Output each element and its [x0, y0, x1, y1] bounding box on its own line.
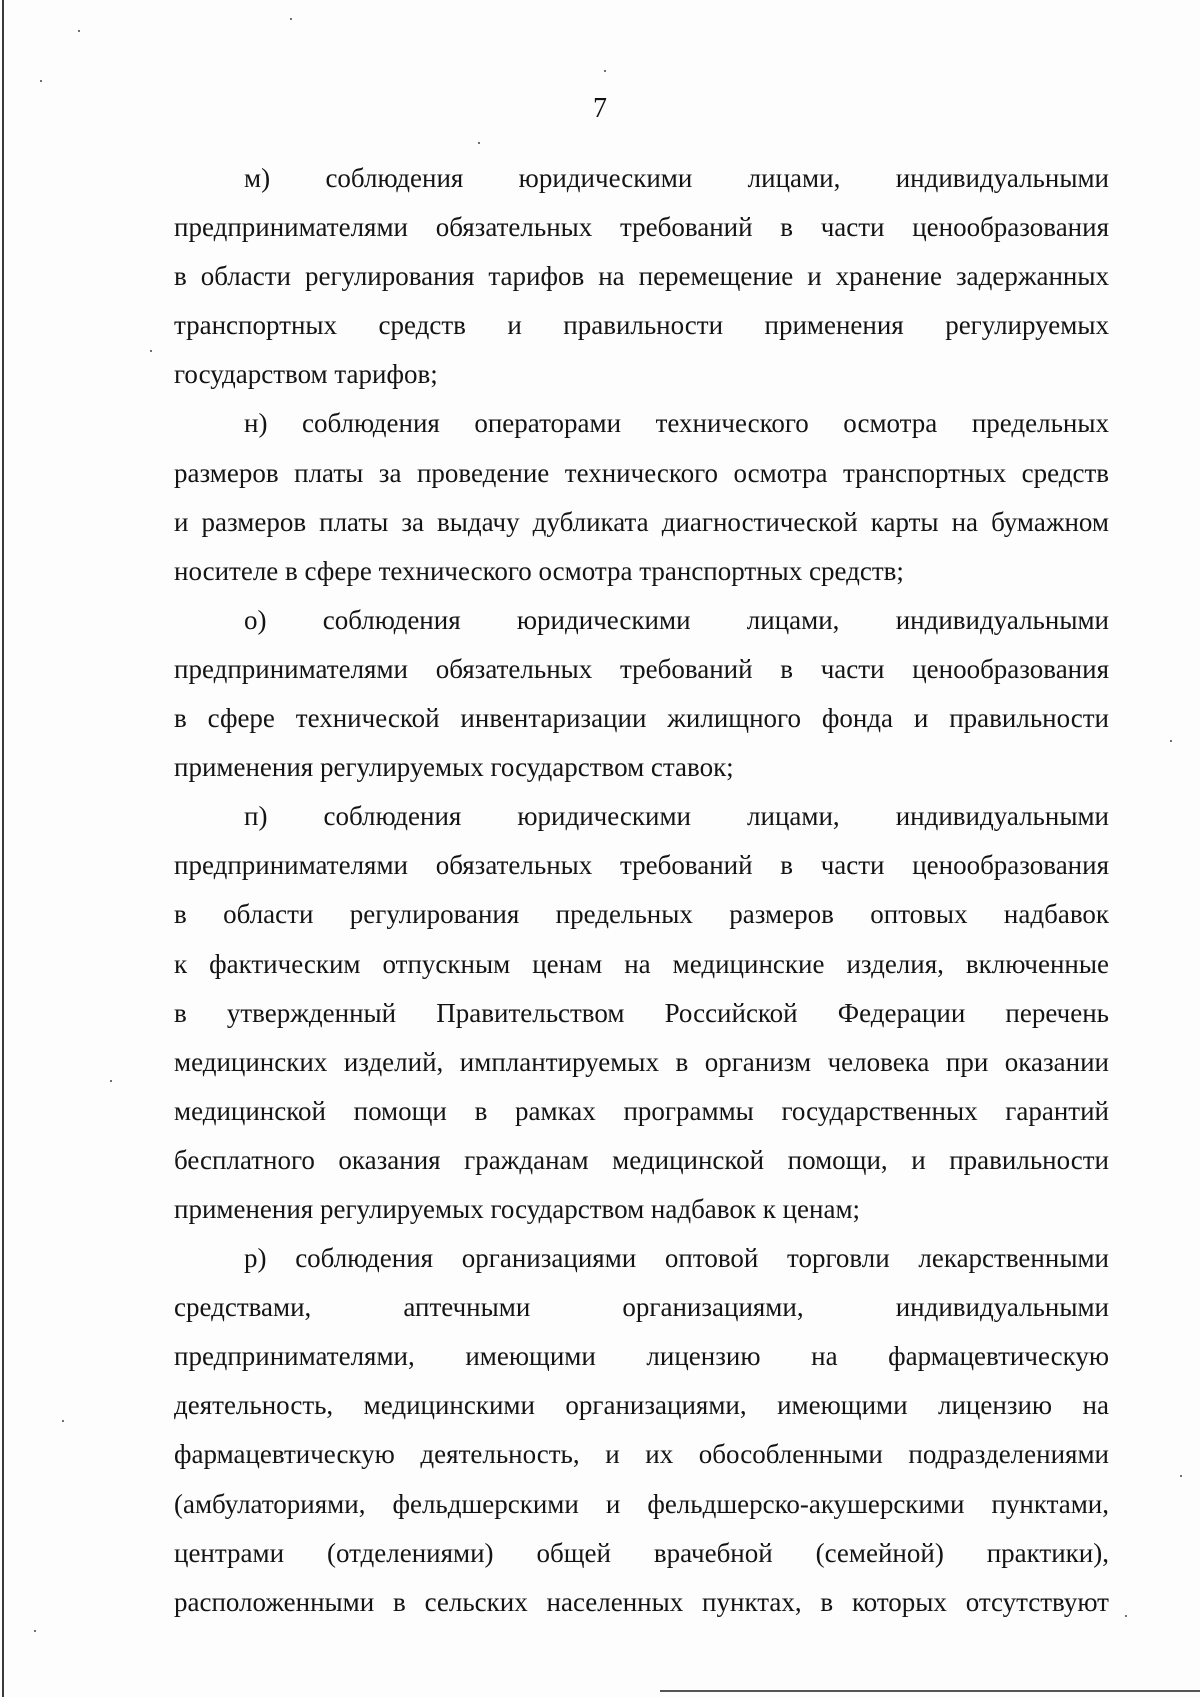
- paragraph-o-line: применения регулируемых государством ставок;: [174, 752, 734, 783]
- scan-speck: [150, 350, 152, 352]
- paragraph-o-line: о) соблюдения юридическими лицами, индивидуальными: [244, 604, 1109, 635]
- paragraph-m-line: государством тарифов;: [174, 359, 438, 390]
- paragraph-p-line: к фактическим отпускным ценам на медицинские изделия, включенные: [174, 948, 1109, 979]
- paragraph-r-line: р) соблюдения организациями оптовой торговли лекарственными: [244, 1243, 1109, 1274]
- paragraph-r-line: предпринимателями, имеющими лицензию на фармацевтическую: [174, 1341, 1109, 1372]
- scan-speck: [604, 70, 606, 72]
- paragraph-p-line: в утвержденный Правительством Российской Федерации перечень: [174, 997, 1109, 1028]
- paragraph-o-line: в сфере технической инвентаризации жилищного фонда и правильности: [174, 703, 1109, 734]
- paragraph-r-line: центрами (отделениями) общей врачебной (семейной) практики),: [174, 1537, 1109, 1568]
- paragraph-m-line: в области регулирования тарифов на перемещение и хранение задержанных: [174, 261, 1109, 292]
- paragraph-p-line: применения регулируемых государством надбавок к ценам;: [174, 1193, 861, 1224]
- paragraph-p-line: в области регулирования предельных размеров оптовых надбавок: [174, 899, 1109, 930]
- paragraph-n-line: размеров платы за проведение технического осмотра транспортных средств: [174, 457, 1109, 488]
- paragraph-p-line: бесплатного оказания гражданам медицинской помощи, и правильности: [174, 1144, 1109, 1175]
- paragraph-n-line: и размеров платы за выдачу дубликата диагностической карты на бумажном: [174, 506, 1109, 537]
- paragraph-m-line: транспортных средств и правильности применения регулируемых: [174, 310, 1109, 341]
- scan-speck: [78, 30, 80, 32]
- paragraph-p-line: медицинской помощи в рамках программы государственных гарантий: [174, 1095, 1109, 1126]
- paragraph-m-line: предпринимателями обязательных требований в части ценообразования: [174, 212, 1109, 243]
- paragraph-p-line: п) соблюдения юридическими лицами, индивидуальными: [244, 801, 1109, 832]
- scan-speck: [1125, 1615, 1127, 1617]
- page-number: 7: [593, 93, 607, 124]
- paragraph-r-line: расположенными в сельских населенных пунктах, в которых отсутствуют: [174, 1586, 1109, 1617]
- paragraph-r-line: деятельность, медицинскими организациями, имеющими лицензию на: [174, 1390, 1109, 1421]
- paragraph-o-line: предпринимателями обязательных требований в части ценообразования: [174, 653, 1109, 684]
- scan-edge-left: [2, 0, 4, 1697]
- scan-speck: [62, 1420, 64, 1422]
- paragraph-p-line: предпринимателями обязательных требований в части ценообразования: [174, 850, 1109, 881]
- paragraph-r-line: фармацевтическую деятельность, и их обособленными подразделениями: [174, 1439, 1109, 1470]
- paragraph-m-line: м) соблюдения юридическими лицами, индивидуальными: [244, 163, 1109, 193]
- paragraph-p-line: медицинских изделий, имплантируемых в организм человека при оказании: [174, 1046, 1109, 1077]
- scan-edge-bottom: [660, 1690, 1200, 1692]
- paragraph-n-line: н) соблюдения операторами технического осмотра предельных: [244, 408, 1109, 439]
- scan-speck: [34, 1630, 36, 1632]
- document-body: [174, 154, 1109, 1627]
- paragraph-r-line: (амбулаториями, фельдшерскими и фельдшерско-акушерскими пунктами,: [174, 1488, 1109, 1519]
- scan-speck: [478, 142, 480, 144]
- paragraph-n-line: носителе в сфере технического осмотра транспортных средств;: [174, 555, 904, 586]
- scan-speck: [290, 18, 292, 20]
- scan-speck: [40, 80, 42, 82]
- paragraph-r-line: средствами, аптечными организациями, индивидуальными: [174, 1292, 1109, 1323]
- scan-speck: [1180, 1475, 1182, 1477]
- scan-speck: [1170, 740, 1172, 742]
- scan-speck: [110, 1080, 112, 1082]
